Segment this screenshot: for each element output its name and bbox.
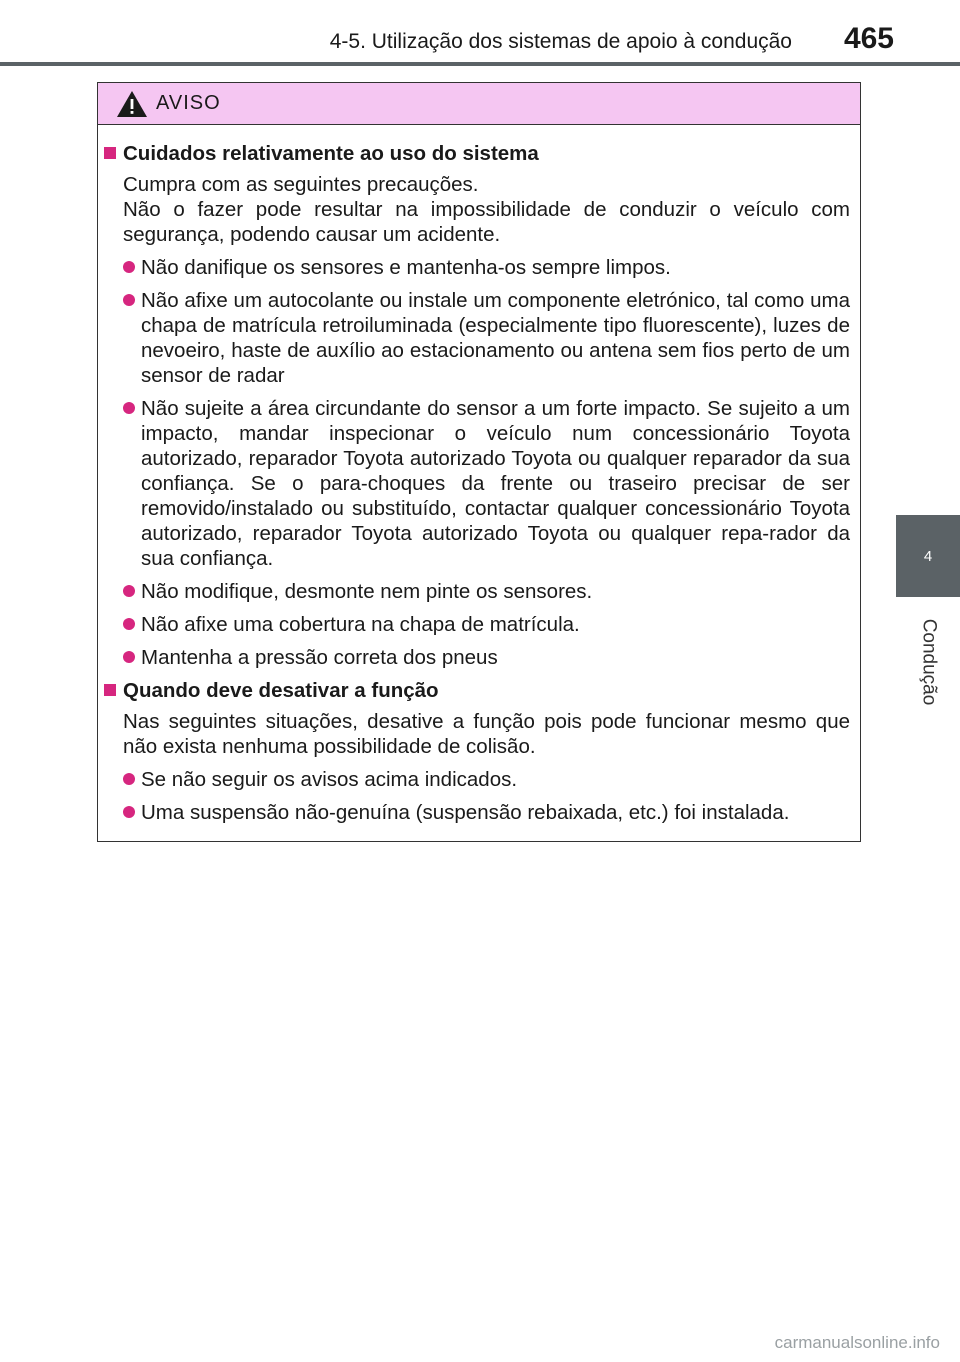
section-heading-text: Quando deve desativar a função bbox=[123, 679, 439, 702]
chapter-tab bbox=[896, 515, 960, 597]
warning-triangle-icon bbox=[116, 90, 148, 118]
chapter-label: Condução bbox=[918, 618, 939, 706]
circle-bullet-icon bbox=[123, 651, 135, 663]
list-item bbox=[123, 396, 850, 571]
list-item-text: Não danifique os sensores e mantenha-os sempre limpos. bbox=[141, 256, 671, 279]
warning-box bbox=[97, 82, 861, 842]
circle-bullet-icon bbox=[123, 806, 135, 818]
square-bullet-icon bbox=[104, 147, 116, 159]
section-intro: Nas seguintes situações, desative a função pois pode funcionar mesmo que não exista nenhuma possibilidade de colisão. bbox=[123, 710, 850, 758]
watermark: carmanualsonline.info bbox=[774, 1333, 940, 1352]
list-item-text: Não modifique, desmonte nem pinte os sensores. bbox=[141, 580, 593, 603]
section-heading bbox=[104, 678, 850, 703]
chapter-number: 4 bbox=[923, 547, 933, 565]
warning-body bbox=[98, 125, 860, 825]
list-item-text: Se não seguir os avisos acima indicados. bbox=[141, 768, 518, 791]
warning-title: AVISO bbox=[156, 92, 221, 114]
list-item-text: Não afixe um autocolante ou instale um componente eletrónico, tal como uma chapa de matrícula retroiluminada (especialmente tipo fluorescente), luzes de nevoeiro, haste de auxílio ao estacionamento ou antena sem fios perto de um sensor de radar bbox=[141, 289, 850, 387]
chapter-label-container bbox=[880, 612, 960, 712]
section-heading-text: Cuidados relativamente ao uso do sistema bbox=[123, 142, 539, 165]
circle-bullet-icon bbox=[123, 294, 135, 306]
circle-bullet-icon bbox=[123, 618, 135, 630]
warning-header bbox=[98, 83, 860, 125]
list-item bbox=[123, 288, 850, 388]
list-item bbox=[123, 645, 850, 670]
circle-bullet-icon bbox=[123, 773, 135, 785]
list-item bbox=[123, 255, 850, 280]
circle-bullet-icon bbox=[123, 585, 135, 597]
circle-bullet-icon bbox=[123, 402, 135, 414]
list-item-text: Não afixe uma cobertura na chapa de matrícula. bbox=[141, 613, 580, 636]
list-item-text: Uma suspensão não-genuína (suspensão rebaixada, etc.) foi instalada. bbox=[141, 801, 790, 824]
list-item-text: Mantenha a pressão correta dos pneus bbox=[141, 646, 498, 669]
page-header bbox=[0, 0, 960, 70]
section-intro: Cumpra com as seguintes precauções. Não o fazer pode resultar na impossibilidade de conduzir o veículo com segurança, podendo causar um acidente. bbox=[123, 173, 850, 246]
circle-bullet-icon bbox=[123, 261, 135, 273]
section-heading bbox=[104, 141, 850, 166]
list-item bbox=[123, 800, 850, 825]
list-item bbox=[123, 767, 850, 792]
list-item-text: Não sujeite a área circundante do sensor a um forte impacto. Se sujeito a um impacto, mandar inspecionar o veículo num concessionário Toyota autorizado, reparador Toyota autorizado Toyota ou qualquer reparador da sua confiança. Se o para-choques da frente ou traseiro precisar de ser removido/instalado ou substituído, contactar qualquer concessionário Toyota autorizado, reparador Toyota autorizado Toyota ou qualquer repa-rador da sua confiança. bbox=[141, 397, 850, 570]
square-bullet-icon bbox=[104, 684, 116, 696]
list-item bbox=[123, 612, 850, 637]
list-item bbox=[123, 579, 850, 604]
header-divider bbox=[0, 62, 960, 66]
section-title: 4-5. Utilização dos sistemas de apoio à condução bbox=[329, 30, 792, 53]
page-number: 465 bbox=[843, 22, 894, 55]
